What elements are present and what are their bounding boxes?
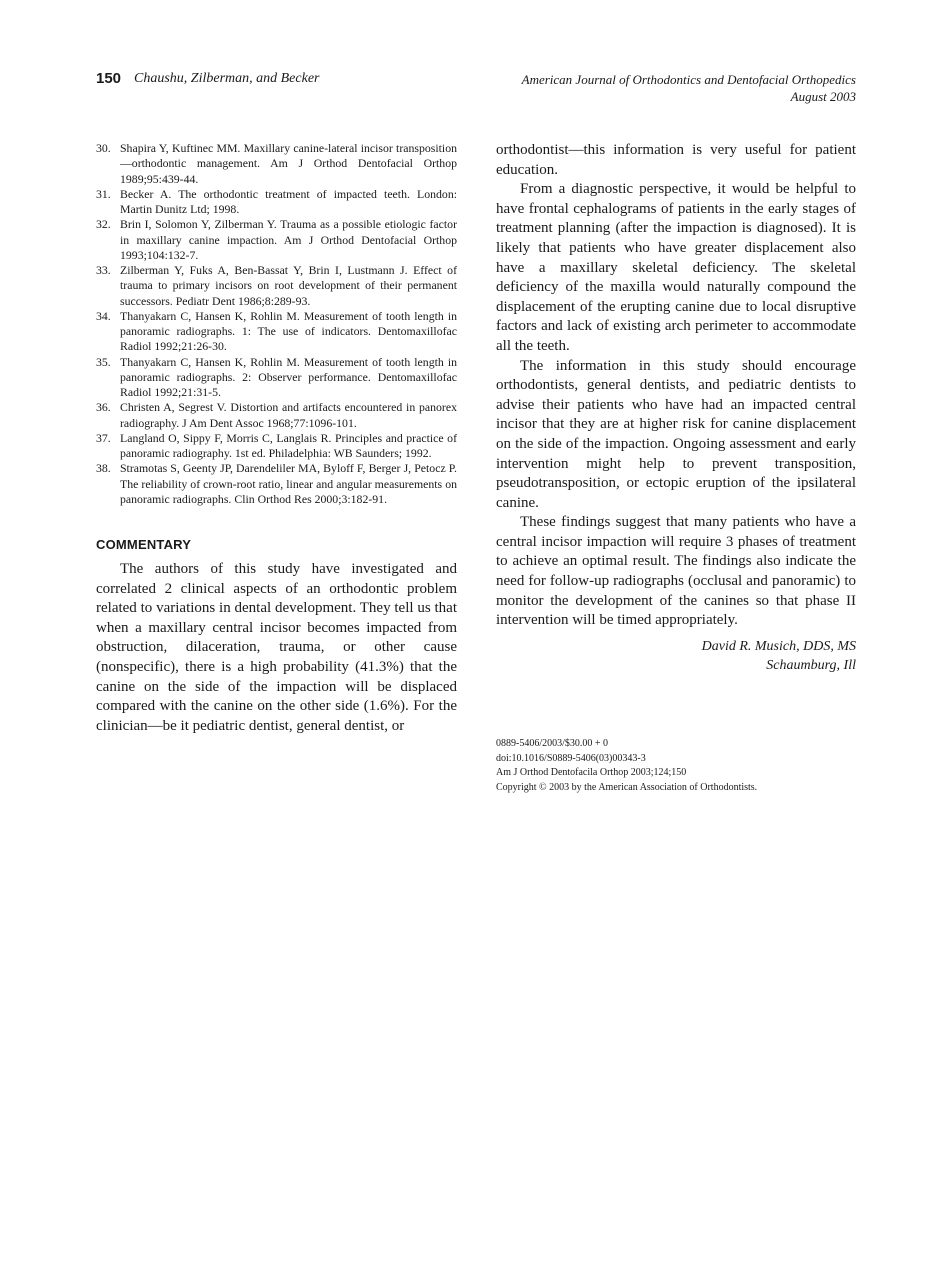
commentary-paragraph-4: These findings suggest that many patients who have a central incisor impaction will require 3 phases of treatment to achieve an optimal result. The findings also indicate the need for follow-up radiographs (occlusal and panoramic) to monitor the development of the canines so that phase II intervention will be timed appropriately. xyxy=(496,514,856,629)
copyright: Copyright © 2003 by the American Association of Orthodontists. xyxy=(496,781,758,793)
reference-number: 37. xyxy=(96,430,111,445)
reference-number: 31. xyxy=(96,186,111,201)
doi: doi:10.1016/S0889-5406(03)00343-3 xyxy=(496,752,646,764)
right-column xyxy=(496,141,856,675)
reference-text: Zilberman Y, Fuks A, Ben-Bassat Y, Brin I, Lustmann J. Effect of trauma to primary incisors on root development of their permanent successors. Pediatr Dent 1986;8:289-93. xyxy=(120,263,457,308)
commentary-paragraph-1-continued: orthodontist—this information is very useful for patient education. xyxy=(496,142,856,178)
reference-text: Shapira Y, Kuftinec MM. Maxillary canine-lateral incisor transposition—orthodontic management. Am J Orthod Dentofacial Orthop 1989;95:439-44. xyxy=(120,141,457,186)
citation: Am J Orthod Dentofacila Orthop 2003;124;150 xyxy=(496,767,687,778)
reference-number: 33. xyxy=(96,263,111,277)
reference-item xyxy=(96,400,457,431)
publication-info xyxy=(496,737,856,795)
issn-price: 0889-5406/2003/$30.00 + 0 xyxy=(496,738,609,749)
signature-location: Schaumburg, Ill xyxy=(766,657,856,673)
journal-title: American Journal of Orthodontics and Dentofacial Orthopedics xyxy=(521,72,856,87)
running-head-authors: Chaushu, Zilberman, and Becker xyxy=(134,71,320,86)
signature xyxy=(496,637,856,675)
reference-item xyxy=(96,263,457,309)
commentary-paragraph-3: The information in this study should encourage orthodontists, general dentists, and pediatric dentists to advise their patients who have had an impacted central incisor that they are at higher risk for canine displacement on the side of the impaction. Ongoing assessment and early intervention might help to prevent transposition, pseudotransposition, or ectopic eruption of the ipsilateral canine. xyxy=(496,357,856,511)
reference-text: Thanyakarn C, Hansen K, Rohlin M. Measurement of tooth length in panoramic radiographs. 1: The use of indicators. Dentomaxillofac Radiol 1992;21:26-30. xyxy=(120,308,457,354)
page-number: 150 xyxy=(96,70,122,87)
commentary-heading: COMMENTARY xyxy=(96,537,192,552)
reference-item xyxy=(96,309,457,355)
reference-item xyxy=(96,187,457,218)
reference-list xyxy=(96,141,457,507)
commentary-paragraph-1: The authors of this study have investigated and correlated 2 clinical aspects of an orthodontic problem related to variations in dental development. They tell us that when a maxillary central incisor becomes impacted from obstruction, dilaceration, trauma, or other cause (nonspecific), there is a high probability (41.3%) that the canine on the side of the impaction will be displaced compared with the canine on the other side (1.6%). For the clinician—be it pediatric dentist, general dentist, or xyxy=(96,561,457,734)
commentary-paragraph-2: From a diagnostic perspective, it would be helpful to have frontal cephalograms of patients in the early stages of treatment planning (after the impaction is diagnosed). It is likely that patients who have greater displacement also have a maxillary skeletal deficiency. The skeletal deficiency of the maxilla would naturally compound the displacement of the erupting canine due to local disruptive factors and lack of existing arch perimeter to accommodate all the teeth. xyxy=(496,181,856,354)
reference-number: 32. xyxy=(96,217,111,232)
issue-date: August 2003 xyxy=(790,89,856,104)
reference-item xyxy=(96,217,457,263)
left-column xyxy=(96,141,457,736)
running-head-journal xyxy=(522,71,856,105)
reference-text: Becker A. The orthodontic treatment of impacted teeth. London: Martin Dunitz Ltd; 1998. xyxy=(120,186,457,216)
reference-item xyxy=(96,431,457,462)
reference-text: Christen A, Segrest V. Distortion and artifacts encountered in panorex radiography. J Am Dent Assoc 1968;77:1096-101. xyxy=(120,400,457,430)
reference-text: Thanyakarn C, Hansen K, Rohlin M. Measurement of tooth length in panoramic radiographs. 2: Observer performance. Dentomaxillofac Radiol 1992;21:31-5. xyxy=(120,354,457,399)
signature-name: David R. Musich, DDS, MS xyxy=(701,638,856,654)
reference-item xyxy=(96,461,457,507)
page-header xyxy=(96,70,856,110)
reference-text: Stramotas S, Geenty JP, Darendeliler MA, Byloff F, Berger J, Petocz P. The reliability of crown-root ratio, linear and angular measurements on panoramic radiographs. Clin Orthod Res 2000;3:182-91. xyxy=(120,461,457,506)
reference-number: 34. xyxy=(96,308,111,323)
reference-item xyxy=(96,355,457,401)
reference-item xyxy=(96,141,457,187)
reference-number: 30. xyxy=(96,141,111,155)
reference-text: Langland O, Sippy F, Morris C, Langlais R. Principles and practice of panoramic radiography. 1st ed. Philadelphia: WB Saunders; 1992. xyxy=(120,430,457,460)
reference-number: 35. xyxy=(96,354,111,369)
reference-text: Brin I, Solomon Y, Zilberman Y. Trauma as a possible etiologic factor in maxillary canine impaction. Am J Orthod Dentofacial Orthop 1993;104:132-7. xyxy=(120,217,457,262)
reference-number: 36. xyxy=(96,400,111,415)
reference-number: 38. xyxy=(96,461,111,476)
